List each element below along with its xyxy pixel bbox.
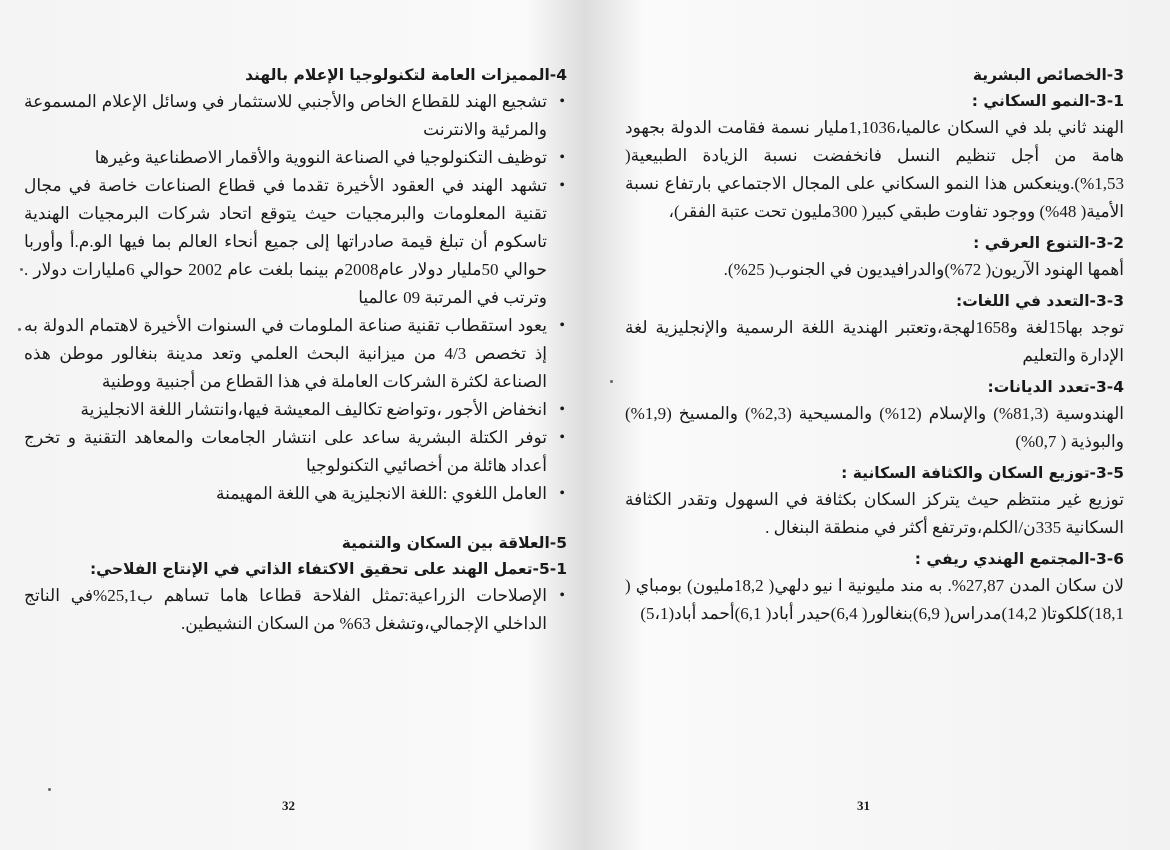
- section-3-3-heading: 3-3-التعدد في اللغات:: [956, 292, 1124, 310]
- section-3-4-text: الهندوسية (81,3%) والإسلام (12%) والمسيحية (2,3%) والمسيخ (1,9%) والبوذية ( 0,7%): [625, 404, 1125, 451]
- section-3-heading: 3-الخصائص البشرية: [972, 66, 1124, 84]
- list-item: • الإصلاحات الزراعية:تمثل الفلاحة قطاعا هاما تساهم ب25,1%في الناتج الداخلي الإجمالي،وتشغل 63% من السكان النشيطين.: [24, 582, 567, 638]
- list-item: • تشهد الهند في العقود الأخيرة تقدما في قطاع الصناعات خاصة في مجال تقنية المعلومات والبرمجيات حيث يتوقع اتحاد شركات البرمجيات الهندية تاسكوم أن تبلغ قيمة صادراتها إلى جميع أنحاء العالم بما فيها الو.م.أ وأوربا حوالي 50مليار دولار عام2008م بينما بلغت عام 2002 حوالي 6مليارات دولار . وترتب في المرتبة 09 عالميا: [24, 172, 567, 312]
- scan-speck: [48, 788, 51, 791]
- list-item: • توظيف التكنولوجيا في الصناعة النووية والأقمار الاصطناعية وغيرها: [24, 144, 567, 172]
- list-item: • العامل اللغوي :اللغة الانجليزية هي اللغة المهيمنة: [24, 480, 567, 508]
- section-4-heading: 4-المميزات العامة لتكنولوجيا الإعلام بالهند: [245, 66, 567, 84]
- scan-speck: [610, 380, 613, 383]
- page-31: [585, 0, 1170, 850]
- page-number: 31: [857, 798, 870, 813]
- section-5-bullets: [24, 582, 567, 638]
- section-3-5-heading: 3-5-توزيع السكان والكثافة السكانية :: [841, 464, 1124, 482]
- section-4-bullets: [24, 88, 567, 508]
- section-5-1-heading: 5-1-تعمل الهند على تحقيق الاكتفاء الذاتي في الإنتاج الفلاحي:: [89, 560, 567, 578]
- page-number: 32: [282, 798, 295, 813]
- section-3-3-text: توجد بها15لغة و1658لهجة،وتعتبر الهندية اللغة الرسمية والإنجليزية لغة الإدارة والتعليم: [625, 318, 1124, 365]
- scan-speck: [18, 328, 21, 331]
- section-3-1-heading: 3-1-النمو السكاني :: [971, 92, 1124, 110]
- list-item: • تشجيع الهند للقطاع الخاص والأجنبي للاستثمار في وسائل الإعلام المسموعة والمرئية والانترنت: [24, 88, 567, 144]
- section-3-5-text: توزيع غير منتظم حيث يتركز السكان بكثافة في السهول وتقدر الكثافة السكانية 335ن/الكلم،وترتفع أكثر في منطقة البنغال .: [625, 490, 1124, 537]
- list-item: • انخفاض الأجور ،وتواضع تكاليف المعيشة فيها،وانتشار اللغة الانجليزية: [24, 396, 567, 424]
- section-3-6-heading: 3-6-المجتمع الهندي ريفي :: [914, 550, 1124, 568]
- list-item: • توفر الكتلة البشرية ساعد على انتشار الجامعات والمعاهد التقنية و تخرج أعداد هائلة من أخصائيي التكنولوجيا: [24, 424, 567, 480]
- section-3-1-text: الهند ثاني بلد في السكان عالميا،1,1036مليار نسمة فقامت الدولة بجهود هامة من أجل تنظيم النسل فانخفضت نسبة الزيادة الطبيعية( 1,53%).وينعكس هذا النمو السكاني على المجال الاجتماعي بارتفاع نسبة الأمية( 48%) ووجود تفاوت طبقي كبير( 300مليون تحت عتبة الفقر)،: [625, 118, 1124, 221]
- scan-speck: [20, 268, 23, 271]
- section-5-heading: 5-العلاقة بين السكان والتنمية: [341, 534, 567, 552]
- section-3-4-heading: 3-4-تعدد الديانات:: [987, 378, 1124, 396]
- list-item: • يعود استقطاب تقنية صناعة الملومات في السنوات الأخيرة لاهتمام الدولة به إذ تخصص 4/3 من ميزانية البحث العلمي وتعد مدينة بنغالور موطن هذه الصناعة لكثرة الشركات العاملة في هذا القطاع من أجنبية ووطنية: [24, 312, 567, 396]
- section-3-2-heading: 3-2-التنوع العرقي :: [973, 234, 1124, 252]
- section-3-6-text: لان سكان المدن 27,87%. به مند مليونية ا نيو دلهي( 18,2مليون) بومباي ( 18,1)كلكوتا( 14,2)مدراس( 6,9)بنغالور( 6,4)حيدر أباد( 6,1)أحمد أباد(5،1): [625, 576, 1124, 623]
- section-3-2-text: أهمها الهنود الآريون( 72%)والدرافيديون في الجنوب( 25%).: [723, 260, 1124, 279]
